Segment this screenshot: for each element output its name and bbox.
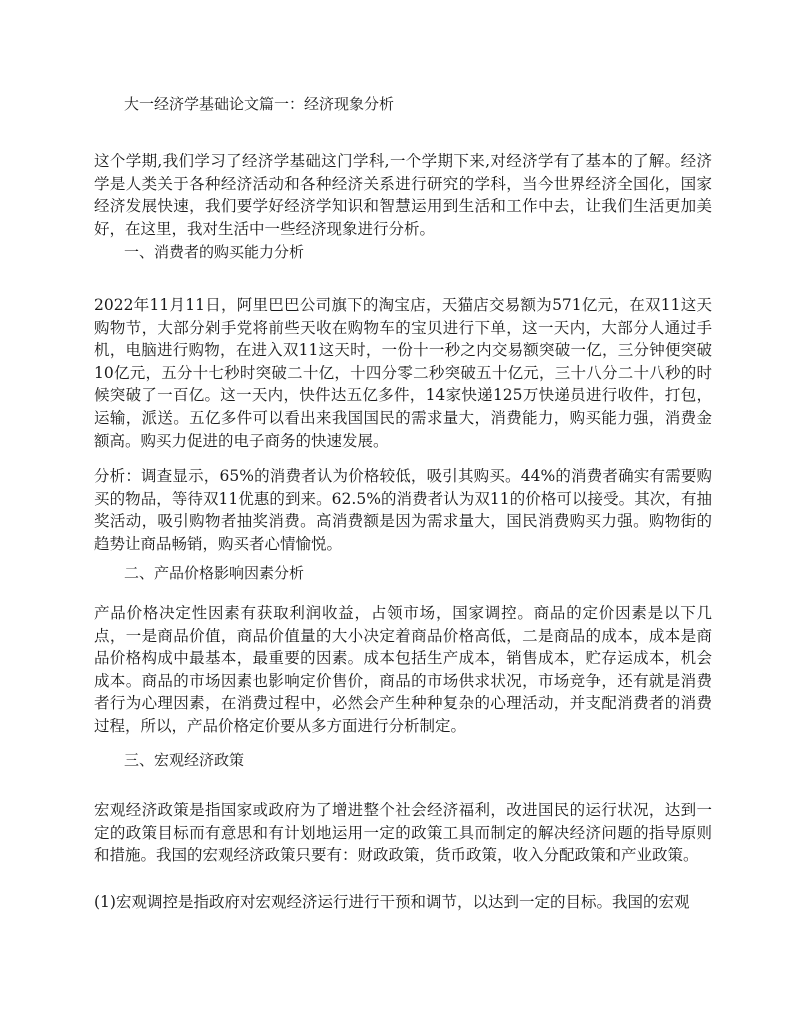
intro-paragraph: 这个学期,我们学习了经济学基础这门学科,一个学期下来,对经济学有了基本的了解。经济学是人类关于各种经济活动和各种经济关系进行研究的学科，当今世界经济全国化，国家经济发展快速，我们要学好经济学知识和智慧运用到生活和工作中去，让我们生活更加美好，在这里，我对生活中一些经济现象进行分析。 bbox=[94, 152, 712, 238]
paragraph-macro-control: (1)宏观调控是指政府对宏观经济运行进行干预和调节，以达到一定的目标。我国的宏观 bbox=[94, 893, 690, 911]
paragraph-price-factors: 产品价格决定性因素有获取利润收益，占领市场，国家调控。商品的定价因素是以下几点，一是商品价值，商品价值量的大小决定着商品价格高低，二是商品的成本，成本是商品价格构成中最基本，最重要的因素。成本包括生产成本，销售成本，贮存运成本，机会成本。商品的市场因素也影响定价售价，商品的市场供求状况，市场竞争，还有就是消费者行为心理因素，在消费过程中，必然会产生种种复杂的心理活动，并支配消费者的消费过程，所以，产品价格定价要从多方面进行分析制定。 bbox=[94, 604, 712, 735]
section-heading-price-factors: 二、产品价格影响因素分析 bbox=[124, 564, 305, 582]
paragraph-double-eleven-sales: 2022年11月11日，阿里巴巴公司旗下的淘宝店，天猫店交易额为571亿元，在双11这天购物节，大部分剁手党将前些天收在购物车的宝贝进行下单，这一天内，大部分人通过手机，电脑进行购物，在进入双11这天时，一份十一秒之内交易额突破一亿，三分钟便突破10亿元，五分十七秒时突破二十亿，十四分零二秒突破五十亿元，三十八分二十八秒的时候突破了一百亿。这一天内，快件达五亿多件，14家快递125万快递员进行收件，打包，运输，派送。五亿多件可以看出来我国国民的需求量大，消费能力，购买能力强，消费金额高。购买力促进的电子商务的快速发展。 bbox=[94, 296, 712, 450]
document-title: 大一经济学基础论文篇一：经济现象分析 bbox=[124, 95, 395, 113]
paragraph-macro-policy: 宏观经济政策是指国家或政府为了增进整个社会经济福利，改进国民的运行状况，达到一定的政策目标而有意思和有计划地运用一定的政策工具而制定的解决经济问题的指导原则和措施。我国的宏观经济政策只要有：财政政策，货币政策，收入分配政策和产业政策。 bbox=[94, 801, 712, 865]
section-heading-consumer-purchasing: 一、消费者的购买能力分析 bbox=[124, 243, 305, 261]
section-heading-macro-policy: 三、宏观经济政策 bbox=[124, 751, 245, 769]
paragraph-survey-analysis: 分析：调查显示，65%的消费者认为价格较低，吸引其购买。44%的消费者确实有需要购买的物品，等待双11优惠的到来。62.5%的消费者认为双11的价格可以接受。其次，有抽奖活动，吸引购物者抽奖消费。高消费额是因为需求量大，国民消费购买力强。购物街的趋势让商品畅销，购买者心情愉悦。 bbox=[94, 467, 712, 553]
